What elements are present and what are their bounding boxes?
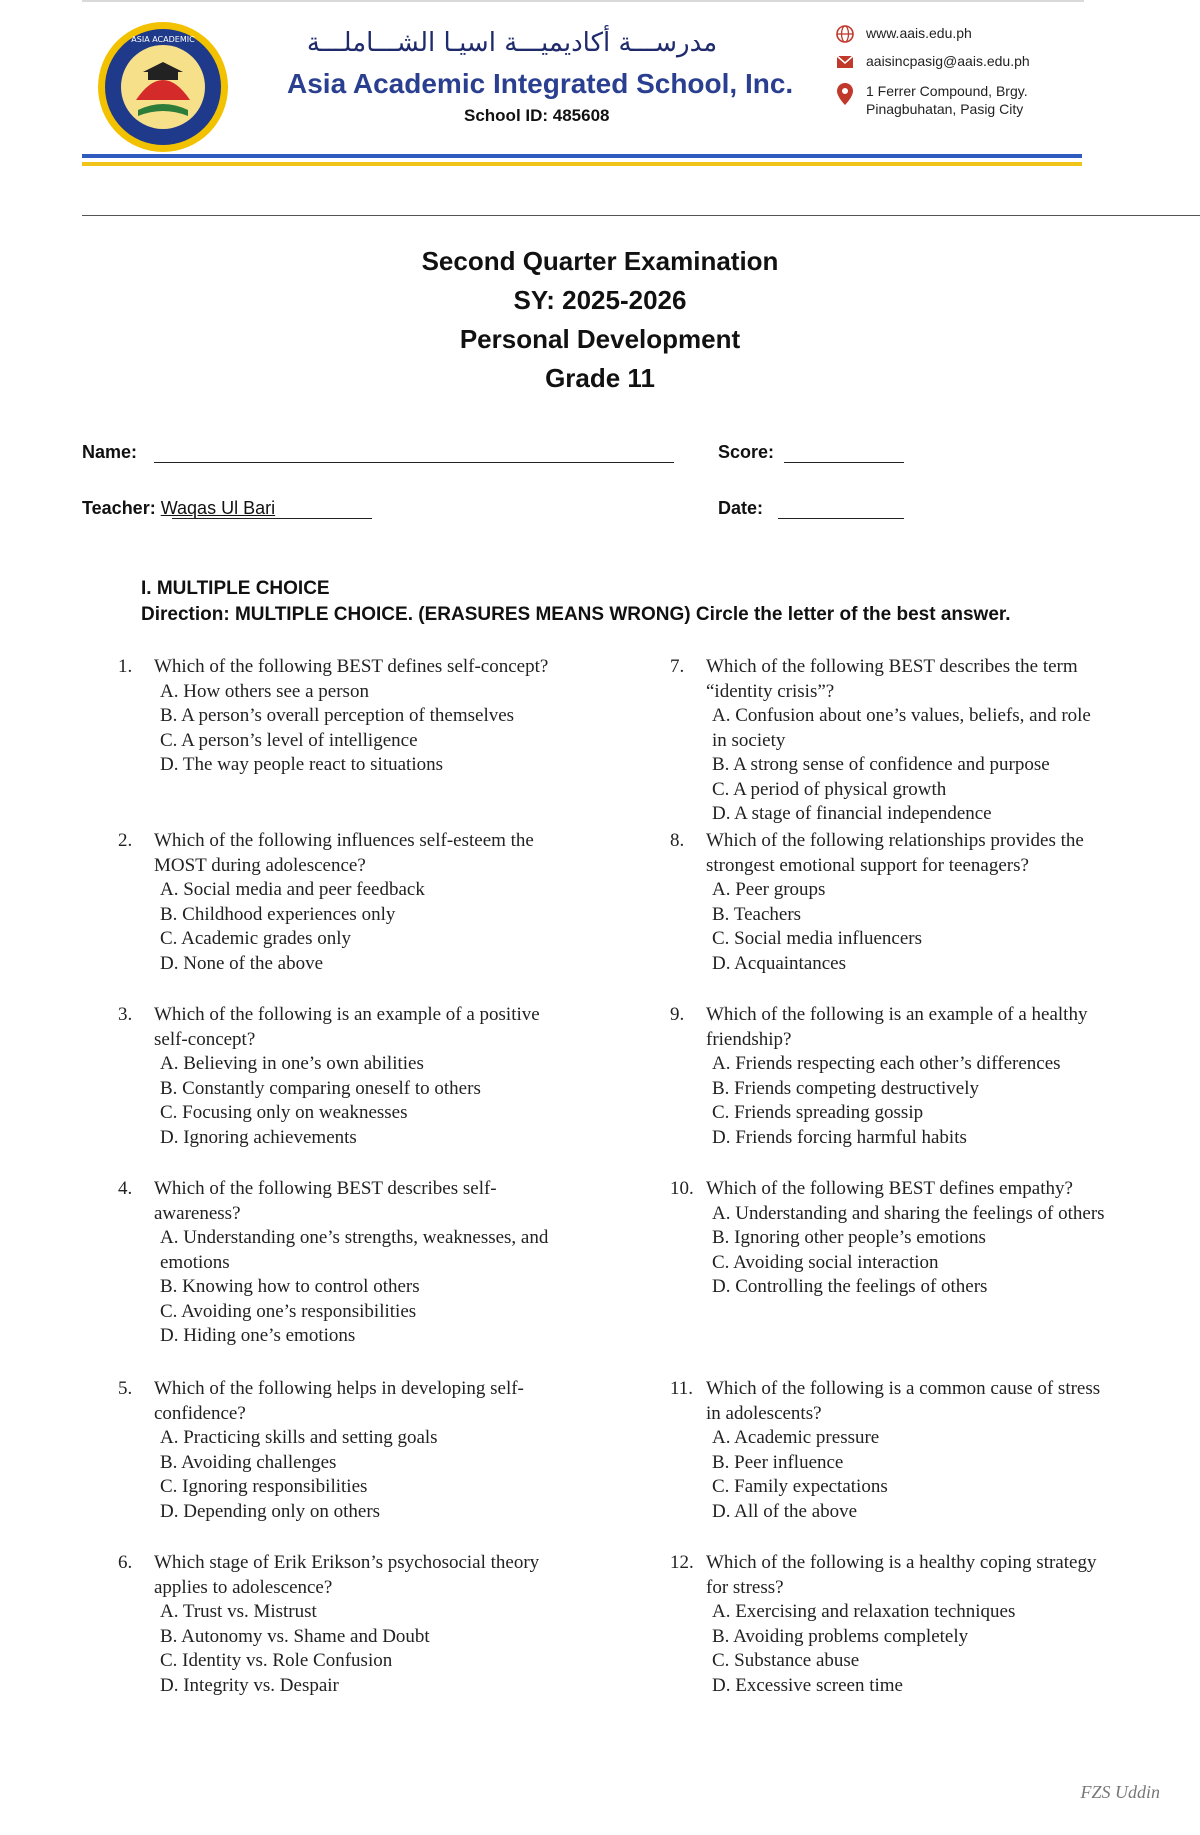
option-b[interactable]: B. Constantly comparing oneself to others (160, 1077, 481, 1099)
mail-icon (834, 52, 856, 72)
question-item (118, 655, 558, 829)
option-d[interactable]: D. All of the above (712, 1500, 858, 1522)
option-c[interactable]: C. Social media influencers (712, 928, 922, 949)
option-d[interactable]: D. Depending only on others (160, 1500, 381, 1522)
option-c[interactable]: C. Avoiding one’s responsibilities (160, 1300, 417, 1322)
question-number: 5. (118, 1378, 133, 1399)
option-b[interactable]: B. Ignoring other people’s emotions (712, 1227, 986, 1248)
question-number: 4. (118, 1178, 133, 1199)
exam-title: Second Quarter Examination (421, 246, 779, 276)
question-item (670, 1177, 1110, 1377)
address-line1: 1 Ferrer Compound, Brgy. (866, 83, 1028, 99)
option-a[interactable]: A. Friends respecting each other’s differences (712, 1053, 1061, 1074)
question-item (118, 1177, 558, 1377)
school-year: SY: 2025-2026 (513, 285, 687, 315)
question-text: Which of the following is a healthy coping strategy for stress? (706, 1552, 1097, 1598)
option-a[interactable]: A. Exercising and relaxation techniques (712, 1601, 1016, 1622)
section-title: I. MULTIPLE CHOICE (141, 578, 330, 599)
name-input-line[interactable] (154, 462, 674, 463)
question-item (670, 829, 1110, 1003)
option-d[interactable]: D. Ignoring achievements (160, 1126, 357, 1148)
option-b[interactable]: B. A strong sense of confidence and purpose (712, 754, 1050, 775)
option-c[interactable]: C. Academic grades only (160, 928, 352, 949)
location-pin-icon (834, 82, 856, 106)
contact-website (834, 24, 1084, 42)
option-a[interactable]: A. How others see a person (160, 680, 369, 702)
question-text: Which of the following BEST defines empathy? (706, 1178, 1073, 1199)
option-d[interactable]: D. Controlling the feelings of others (712, 1276, 988, 1297)
option-b[interactable]: B. Avoiding problems completely (712, 1625, 969, 1647)
name-label: Name: (82, 442, 138, 462)
question-text: Which of the following is an example of a healthy friendship? (706, 1004, 1088, 1050)
option-d[interactable]: D. Hiding one’s emotions (160, 1325, 356, 1346)
school-id: School ID: 485608 (464, 106, 610, 125)
option-c[interactable]: C. A person’s level of intelligence (160, 729, 418, 751)
contact-address (834, 82, 1084, 118)
option-b[interactable]: B. Friends competing destructively (712, 1077, 980, 1099)
option-a[interactable]: A. Understanding one’s strengths, weaknesses, and emotions (160, 1227, 549, 1273)
teacher-value: Waqas Ul Bari (160, 498, 276, 518)
question-text: Which of the following relationships provides the strongest emotional support for teenagers? (706, 830, 1084, 876)
option-d[interactable]: D. Excessive screen time (712, 1674, 903, 1696)
school-seal-logo (96, 20, 230, 154)
question-number: 12. (670, 1552, 694, 1573)
website-text: www.aais.edu.ph (866, 25, 972, 41)
question-item (670, 1377, 1110, 1551)
question-item (118, 829, 558, 1003)
question-text: Which of the following influences self-esteem the MOST during adolescence? (154, 830, 534, 876)
address-line2: Pinagbuhatan, Pasig City (866, 101, 1024, 117)
option-a[interactable]: A. Social media and peer feedback (160, 879, 425, 900)
school-name: Asia Academic Integrated School, Inc. (287, 68, 794, 99)
option-d[interactable]: D. The way people react to situations (160, 754, 443, 775)
question-number: 6. (118, 1552, 133, 1573)
letterhead-blue-line (82, 154, 1082, 158)
author-signature: FZS Uddin (1080, 1782, 1160, 1802)
option-b[interactable]: B. Knowing how to control others (160, 1276, 420, 1297)
question-item (118, 1551, 558, 1725)
option-b[interactable]: B. Childhood experiences only (160, 903, 396, 925)
date-label: Date: (718, 498, 764, 518)
option-b[interactable]: B. Avoiding challenges (160, 1451, 337, 1473)
letterhead (82, 0, 1084, 178)
option-c[interactable]: C. Family expectations (712, 1476, 888, 1497)
option-a[interactable]: A. Understanding and sharing the feelings of others (712, 1202, 1105, 1224)
letterhead-gold-line (82, 162, 1082, 166)
option-b[interactable]: B. Teachers (712, 903, 802, 925)
question-item (670, 1003, 1110, 1177)
option-d[interactable]: D. Acquaintances (712, 952, 847, 974)
question-text: Which stage of Erik Erikson’s psychosocial theory applies to adolescence? (154, 1552, 540, 1598)
questions-left-column (118, 655, 558, 1725)
question-text: Which of the following is a common cause of stress in adolescents? (706, 1378, 1101, 1424)
option-a[interactable]: A. Peer groups (712, 879, 826, 900)
teacher-field (82, 498, 275, 519)
option-c[interactable]: C. Ignoring responsibilities (160, 1476, 368, 1497)
question-number: 11. (670, 1378, 694, 1399)
grade-title: Grade 11 (545, 363, 655, 393)
globe-icon (834, 24, 856, 44)
option-d[interactable]: D. Integrity vs. Despair (160, 1674, 339, 1696)
option-c[interactable]: C. Focusing only on weaknesses (160, 1102, 408, 1123)
date-input-line[interactable] (778, 518, 904, 519)
option-a[interactable]: A. Academic pressure (712, 1427, 880, 1448)
question-text: Which of the following helps in developing self-confidence? (154, 1378, 524, 1424)
question-text: Which of the following BEST describes the term “identity crisis”? (706, 656, 1078, 702)
svg-text:ASIA ACADEMIC: ASIA ACADEMIC (131, 35, 195, 44)
question-number: 7. (670, 656, 685, 677)
option-b[interactable]: B. Peer influence (712, 1451, 844, 1473)
option-a[interactable]: A. Confusion about one’s values, beliefs, and role in society (712, 705, 1091, 751)
option-a[interactable]: A. Practicing skills and setting goals (160, 1427, 438, 1448)
question-item (118, 1003, 558, 1177)
option-c[interactable]: C. Substance abuse (712, 1650, 860, 1671)
teacher-label: Teacher: (82, 498, 156, 518)
option-c[interactable]: C. Identity vs. Role Confusion (160, 1650, 393, 1671)
questions-right-column (670, 655, 1110, 1725)
header-divider (82, 215, 1200, 216)
option-c[interactable]: C. Friends spreading gossip (712, 1102, 924, 1123)
letterhead-top-border (82, 0, 1084, 2)
question-item (670, 1551, 1110, 1725)
question-item (670, 655, 1110, 829)
school-name-arabic: مدرســـة أكاديميـــة اسيـا الشـــاملـــة (306, 28, 718, 58)
email-text: aaisincpasig@aais.edu.ph (866, 53, 1030, 69)
option-c[interactable]: C. Avoiding social interaction (712, 1251, 939, 1273)
option-d[interactable]: D. A stage of financial independence (712, 803, 992, 824)
question-number: 1. (118, 656, 133, 677)
option-a[interactable]: A. Believing in one’s own abilities (160, 1053, 424, 1074)
question-number: 3. (118, 1004, 133, 1025)
teacher-underline (172, 518, 372, 519)
option-b[interactable]: B. A person’s overall perception of themselves (160, 705, 515, 726)
question-number: 8. (670, 830, 685, 851)
question-number: 10. (670, 1178, 694, 1199)
option-a[interactable]: A. Trust vs. Mistrust (160, 1601, 317, 1622)
option-b[interactable]: B. Autonomy vs. Shame and Doubt (160, 1625, 430, 1647)
subject-title: Personal Development (459, 324, 741, 354)
option-d[interactable]: D. Friends forcing harmful habits (712, 1126, 967, 1148)
score-input-line[interactable] (784, 462, 904, 463)
option-d[interactable]: D. None of the above (160, 952, 324, 974)
question-text: Which of the following is an example of a positive self-concept? (154, 1004, 540, 1050)
question-text: Which of the following BEST defines self-concept? (154, 656, 549, 677)
question-text: Which of the following BEST describes self-awareness? (154, 1178, 497, 1224)
question-number: 9. (670, 1004, 685, 1025)
score-label: Score: (718, 442, 775, 462)
question-number: 2. (118, 830, 133, 851)
section-direction: Direction: MULTIPLE CHOICE. (ERASURES MEANS WRONG) Circle the letter of the best answer. (141, 604, 1011, 625)
option-c[interactable]: C. A period of physical growth (712, 778, 947, 800)
question-item (118, 1377, 558, 1551)
contact-email (834, 52, 1084, 70)
